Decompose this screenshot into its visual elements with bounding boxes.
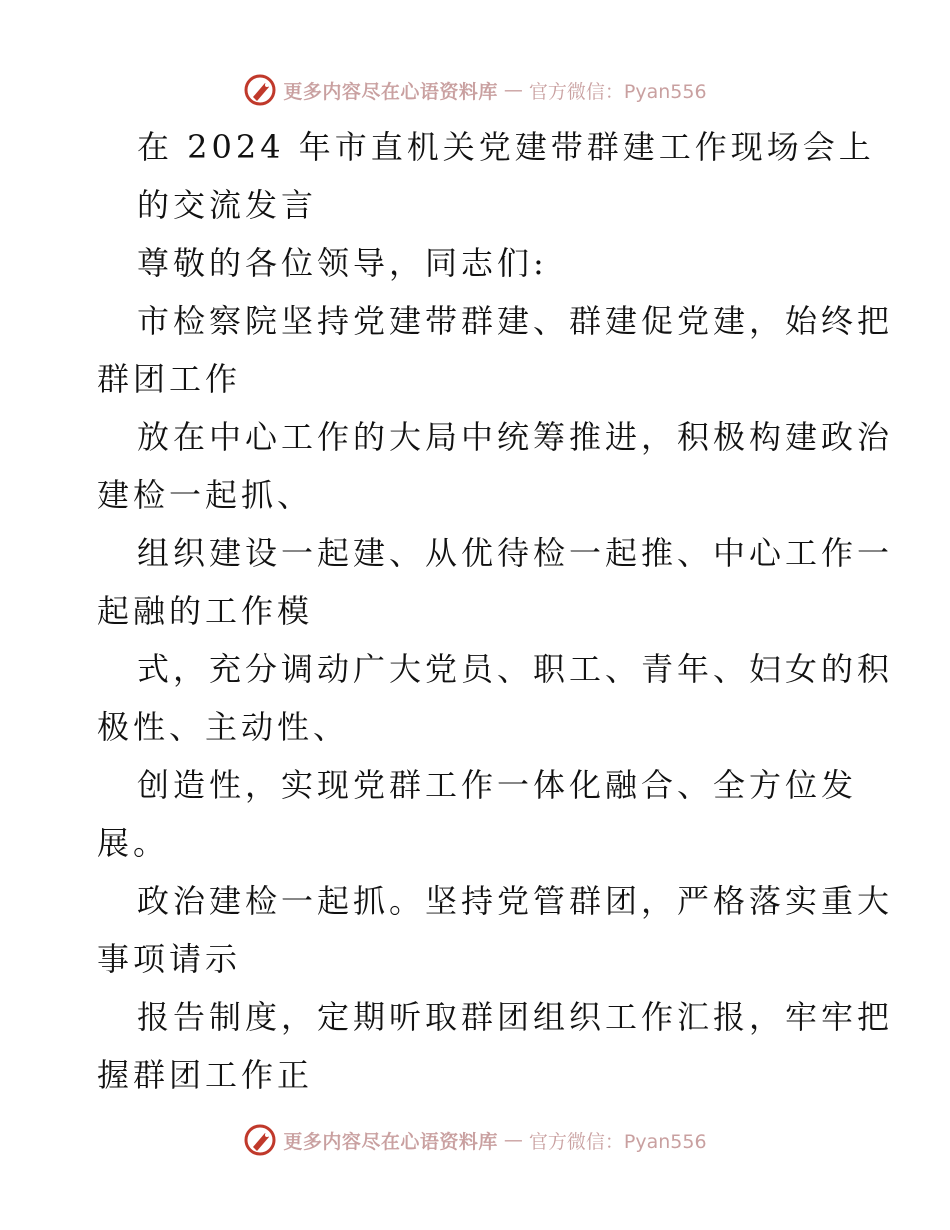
text-line: 起融的工作模 [97,592,314,630]
text-line: 事项请示 [97,940,242,978]
text-line: 建检一起抓、 [97,476,314,514]
text-line: 握群团工作正 [97,1056,314,1094]
text-line: 市检察院坚持党建带群建、群建促党建，始终把 [137,302,894,340]
text-line: 组织建设一起建、从优待检一起推、中心工作一 [137,534,894,572]
text-line: 在 2024 年市直机关党建带群建工作现场会上 [137,128,875,166]
text-line: 放在中心工作的大局中统筹推进，积极构建政治 [137,418,894,456]
pen-nib-logo-icon [243,73,277,107]
text-line: 报告制度，定期听取群团组织工作汇报，牢牢把 [137,998,894,1036]
banner-separator: — [503,1129,523,1151]
pen-nib-logo-icon [243,1123,277,1157]
text-line: 展。 [97,824,170,862]
banner-title: 更多内容尽在心语资料库 [283,80,498,103]
document-body [97,118,894,1104]
text-line: 尊敬的各位领导，同志们: [137,244,548,282]
text-line: 创造性，实现党群工作一体化融合、全方位发 [137,766,858,804]
text-line: 群团工作 [97,360,242,398]
text-line: 式，充分调动广大党员、职工、青年、妇女的积 [137,650,894,688]
banner-separator: — [503,79,523,101]
banner-contact: 官方微信：Pyan556 [528,1130,707,1153]
banner-title: 更多内容尽在心语资料库 [283,1130,498,1153]
text-line: 政治建检一起抓。坚持党管群团，严格落实重大 [137,882,894,920]
text-line: 极性、主动性、 [97,708,350,746]
header-watermark-banner [0,70,950,110]
footer-watermark-banner [0,1120,950,1160]
text-line: 的交流发言 [137,186,318,224]
banner-contact: 官方微信：Pyan556 [528,80,707,103]
